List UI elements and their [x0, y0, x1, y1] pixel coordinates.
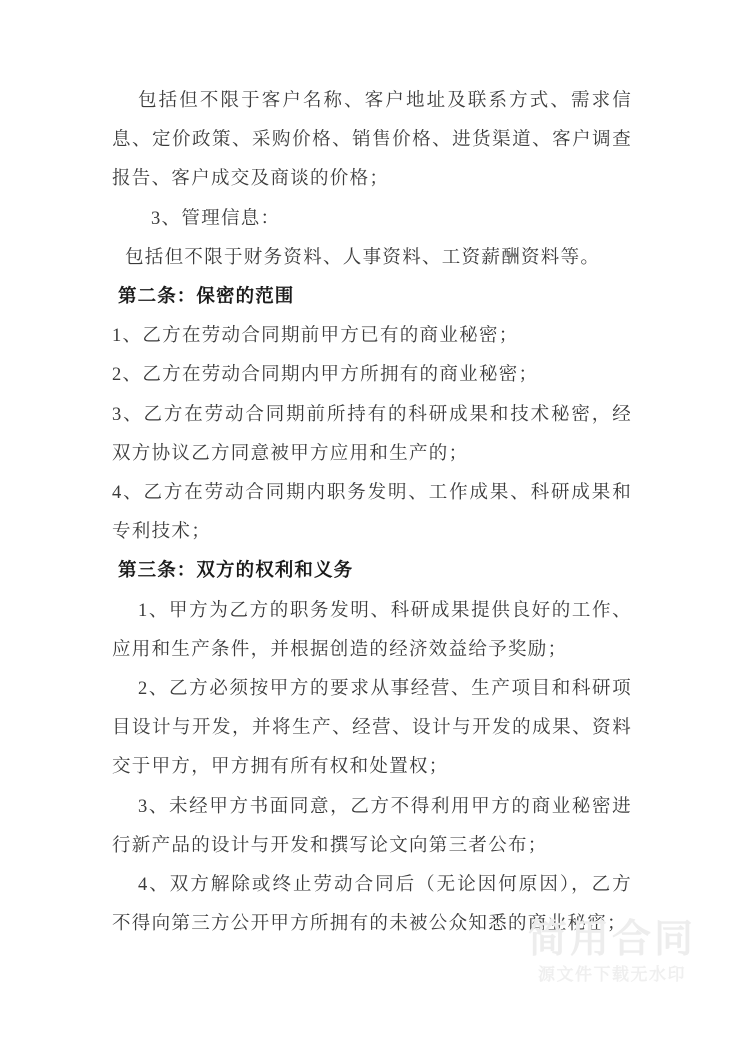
list-item-rights-2: 2、乙方必须按甲方的要求从事经营、生产项目和科研项目设计与开发，并将生产、经营、设计与开发的成果、资料交于甲方，甲方拥有所有权和处置权；	[112, 679, 632, 778]
document-text-body	[112, 82, 632, 944]
paragraph-management-information-detail: 包括但不限于财务资料、人事资料、工资薪酬资料等。	[125, 247, 601, 268]
watermark-brand-text: 简用合同	[527, 917, 696, 962]
list-item-rights-3: 3、未经甲方书面同意，乙方不得利用甲方的商业秘密进行新产品的设计与开发和撰写论文向第三者公布；	[112, 796, 632, 856]
list-item-management-information-label: 3、管理信息：	[151, 208, 281, 229]
watermark-tagline-text: 源文件下载无水印	[538, 965, 686, 985]
list-item-scope-1: 1、乙方在劳动合同期前甲方已有的商业秘密；	[112, 326, 519, 347]
list-item-scope-4: 4、乙方在劳动合同期内职务发明、工作成果、科研成果和专利技术；	[112, 483, 632, 543]
section-heading-article-three: 第三条：双方的权利和义务	[118, 561, 354, 582]
list-item-scope-3: 3、乙方在劳动合同期前所持有的科研成果和技术秘密，经双方协议乙方同意被甲方应用和生产的；	[112, 404, 632, 464]
list-item-rights-4: 4、双方解除或终止劳动合同后（无论因何原因），乙方不得向第三方公开甲方所拥有的未被公众知悉的商业秘密；	[112, 875, 632, 935]
list-item-scope-2: 2、乙方在劳动合同期内甲方所拥有的商业秘密；	[112, 365, 539, 386]
list-item-rights-1: 1、甲方为乙方的职务发明、科研成果提供良好的工作、应用和生产条件，并根据创造的经济效益给予奖励；	[112, 600, 632, 660]
section-heading-article-two: 第二条：保密的范围	[118, 287, 295, 308]
paragraph-confidential-info-scope: 包括但不限于客户名称、客户地址及联系方式、需求信息、定价政策、采购价格、销售价格、进货渠道、客户调查报告、客户成交及商谈的价格；	[112, 91, 632, 190]
